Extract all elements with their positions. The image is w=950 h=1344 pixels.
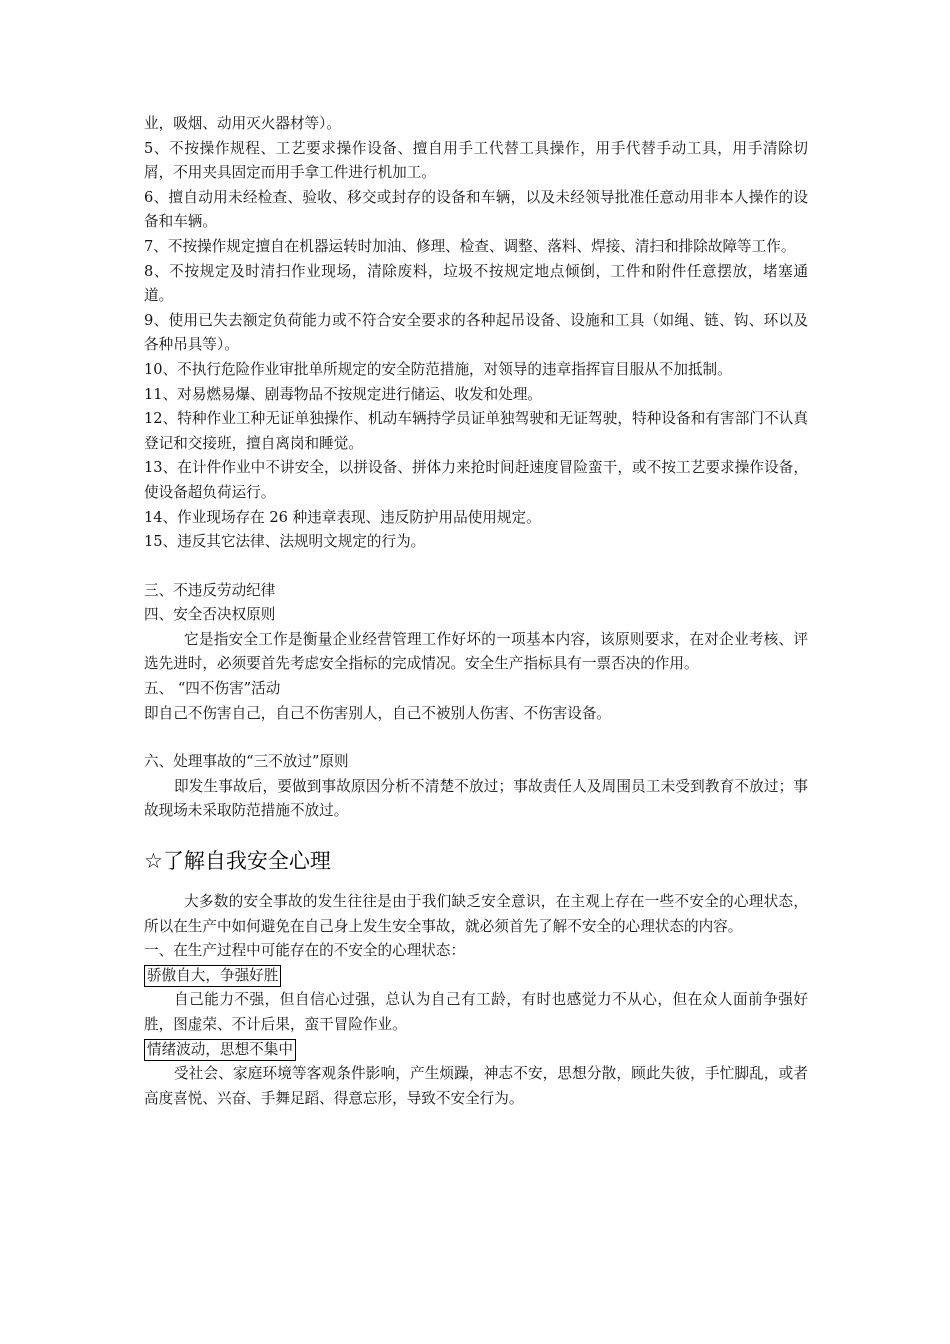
- boxed-label: 骄傲自大，争强好胜: [144, 965, 281, 987]
- section-title: 一、在生产过程中可能存在的不安全的心理状态：: [144, 942, 466, 960]
- paragraph: 14、作业现场存在 26 种违章表现、违反防护用品使用规定。: [144, 508, 541, 526]
- paragraph: 即发生事故后，要做到事故原因分析不清楚不放过；事故责任人及周围员工未受到教育不放过；事故现场未采取防范措施不放过。: [144, 777, 808, 820]
- boxed-label: 情绪波动，思想不集中: [144, 1039, 296, 1061]
- paragraph: 6、擅自动用未经检查、验收、移交或封存的设备和车辆，以及未经领导批准任意动用非本人操作的设备和车辆。: [144, 188, 808, 231]
- paragraph: 15、违反其它法律、法规明文规定的行为。: [144, 533, 426, 551]
- section-title: 四、安全否决权原则: [144, 606, 276, 624]
- section-title: 五、 “四不伤害”活动: [144, 680, 281, 698]
- paragraph: 它是指安全工作是衡量企业经营管理工作好坏的一项基本内容，该原则要求，在对企业考核、评选先进时，必须要首先考虑安全指标的完成情况。安全生产指标具有一票否决的作用。: [144, 630, 808, 673]
- paragraph: 业，吸烟、动用灭火器材等）。: [144, 115, 342, 132]
- document-page: [144, 112, 808, 1111]
- paragraph: 10、不执行危险作业审批单所规定的安全防范措施，对领导的违章指挥盲目服从不加抵制。: [144, 360, 732, 378]
- section-title: 三、不违反劳动纪律: [144, 581, 276, 599]
- spacer: [144, 555, 808, 579]
- paragraph: 13、在计件作业中不讲安全，以拼设备、拼体力来抢时间赶速度冒险蛮干，或不按工艺要求操作设备，使设备超负荷运行。: [144, 459, 808, 501]
- paragraph: 即自己不伤害自己，自己不伤害别人，自己不被别人伤害、不伤害设备。: [144, 704, 612, 722]
- paragraph: 8、不按规定及时清扫作业现场，清除废料，垃圾不按规定地点倾倒，工件和附件任意摆放，堵塞通道。: [144, 262, 808, 305]
- paragraph: 受社会、家庭环境等客观条件影响，产生烦躁，神志不安，思想分散，顾此失彼，手忙脚乱，或者高度喜悦、兴奋、手舞足蹈、得意忘形，导致不安全行为。: [144, 1065, 808, 1107]
- paragraph: 11、对易燃易爆、剧毒物品不按规定进行储运、收发和处理。: [144, 385, 543, 403]
- page-heading: ☆了解自我安全心理: [144, 849, 331, 874]
- section-title: 六、处理事故的“三不放过”原则: [144, 753, 349, 771]
- spacer: [144, 726, 808, 750]
- paragraph: 9、使用已失去额定负荷能力或不符合安全要求的各种起吊设备、设施和工具（如绳、链、钩、环以及各种吊具等）。: [144, 311, 808, 354]
- paragraph: 12、特种作业工种无证单独操作、机动车辆持学员证单独驾驶和无证驾驶，特种设备和有害部门不认真登记和交接班，擅自离岗和睡觉。: [144, 410, 808, 452]
- paragraph: 7、不按操作规定擅自在机器运转时加油、修理、检查、调整、落料、焊接、清扫和排除故障等工作。: [144, 237, 796, 255]
- paragraph: 大多数的安全事故的发生往往是由于我们缺乏安全意识，在主观上存在一些不安全的心理状态，所以在生产中如何避免在自己身上发生安全事故，就必须首先了解不安全的心理状态的内容。: [144, 893, 808, 935]
- paragraph: 5、不按操作规程、工艺要求操作设备、擅自用手工代替工具操作，用手代替手动工具，用手清除切屑，不用夹具固定而用手拿工件进行机加工。: [144, 139, 808, 182]
- paragraph: 自己能力不强，但自信心过强，总认为自己有工龄，有时也感觉力不从心，但在众人面前争强好胜，图虚荣、不计后果，蛮干冒险作业。: [144, 991, 808, 1033]
